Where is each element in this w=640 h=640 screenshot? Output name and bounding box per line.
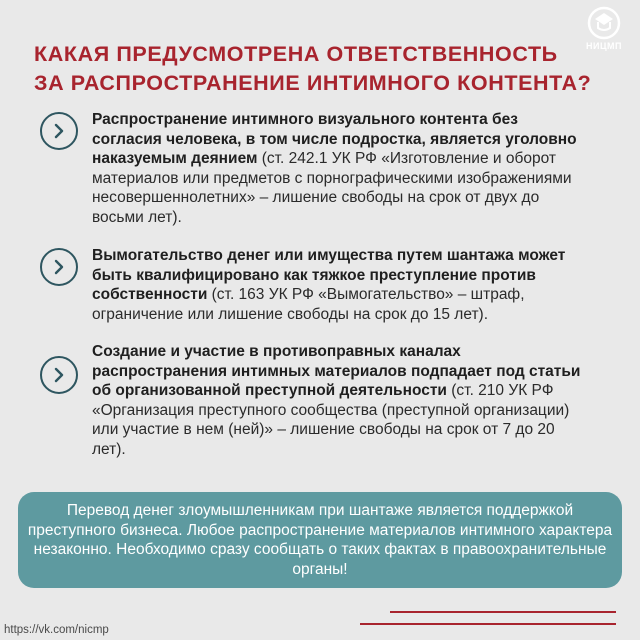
- vk-link[interactable]: https://vk.com/nicmp: [4, 624, 109, 636]
- list-item-bold: Создание и участие в противоправных каналах распространения интимных материалов подпадает под статьи об организованной преступной деятельности: [92, 343, 581, 399]
- chevron-right-icon: [40, 248, 78, 286]
- list-item-text: [92, 110, 592, 227]
- list-item-bold: Вымогательство денег или имущества путем шантажа может быть квалифицировано как тяжкое преступление против собственности: [92, 247, 566, 303]
- divider: [390, 611, 616, 613]
- list-item-normal: (ст. 210 УК РФ «Организация преступного сообщества (преступной организации) или участие в нем (ней)» – лишение свободы на срок от 7 до 20 лет).: [92, 382, 570, 458]
- list-item-text: [92, 342, 592, 459]
- notice-text: Перевод денег злоумышленникам при шантаже является поддержкой преступного бизнеса. Любое распространение материалов интимного характера незаконно. Необходимо сразу сообщать о таких фактах в правоохранительные органы!: [27, 502, 613, 578]
- title-line-1: КАКАЯ ПРЕДУСМОТРЕНА ОТВЕТСТВЕННОСТЬ: [34, 42, 558, 66]
- list-item-normal: (ст. 163 УК РФ «Вымогательство» – штраф, ограничение или лишение свободы на срок до 15 лет).: [92, 286, 525, 323]
- page-title: [34, 40, 594, 98]
- title-line-2: ЗА РАСПРОСТРАНЕНИЕ ИНТИМНОГО КОНТЕНТА?: [34, 71, 592, 95]
- list-item-normal: (ст. 242.1 УК РФ «Изготовление и оборот материалов или предметов с порнографическими изображениями несовершеннолетних» – лишение свободы на срок от двух до восьми лет).: [92, 150, 572, 226]
- divider: [360, 623, 616, 625]
- logo-text: НИЦМП: [585, 41, 622, 51]
- chevron-right-icon: [40, 112, 78, 150]
- notice-box: [18, 492, 622, 588]
- list-item-text: [92, 246, 592, 324]
- chevron-right-icon: [40, 356, 78, 394]
- list-item-bold: Распространение интимного визуального контента без согласия человека, в том числе подростка, является уголовно наказуемым деянием: [92, 111, 577, 167]
- logo-emblem-icon: [587, 6, 621, 40]
